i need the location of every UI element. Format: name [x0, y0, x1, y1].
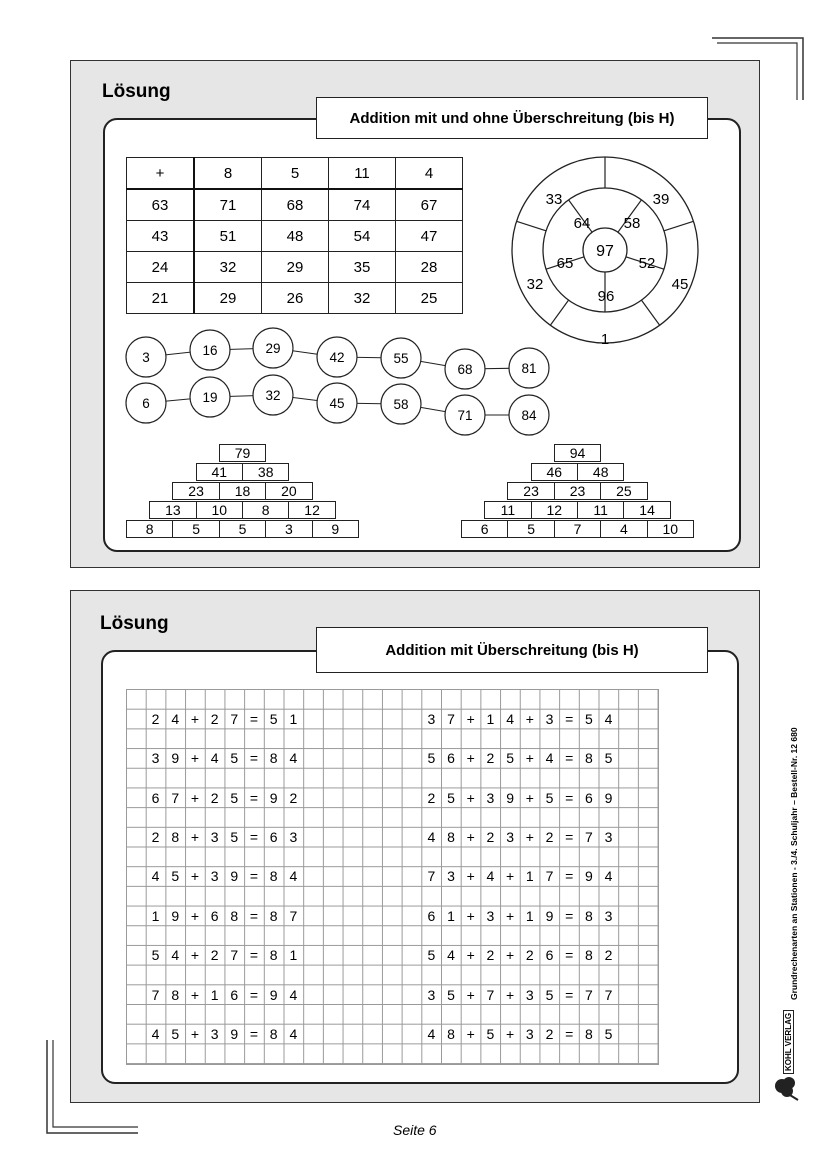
- pyramid-cell: 4: [600, 520, 647, 538]
- equation-char: 2: [151, 828, 160, 845]
- equation-char: 7: [427, 868, 436, 885]
- chain-value: 42: [329, 350, 345, 365]
- equation-char: =: [249, 868, 259, 885]
- equation-char: 3: [506, 828, 514, 845]
- equation-char: 7: [289, 907, 298, 924]
- equation-char: +: [506, 1025, 515, 1042]
- equation-char: +: [506, 868, 515, 885]
- table-cell: 71: [194, 189, 262, 221]
- pyramid-cell: 10: [196, 501, 243, 519]
- equation-char: 2: [210, 947, 219, 964]
- equation-char: =: [565, 947, 574, 964]
- equation-char: +: [466, 750, 475, 767]
- table-cell: 21: [127, 283, 195, 314]
- equation-char: +: [506, 947, 515, 964]
- equation-char: 8: [584, 947, 593, 964]
- publisher-tree-icon: [772, 1074, 802, 1104]
- equation-char: +: [466, 986, 475, 1003]
- pyramid-cell: 18: [219, 482, 266, 500]
- equation-char: 4: [210, 750, 219, 767]
- equation-char: 5: [171, 1025, 180, 1042]
- pyramid-cell: 11: [577, 501, 624, 519]
- equation-char: 4: [427, 828, 436, 845]
- equation-char: =: [249, 1025, 259, 1042]
- pyramid-cell: 12: [288, 501, 335, 519]
- publisher-name: KOHL VERLAG: [783, 1010, 794, 1074]
- equation-char: 6: [447, 750, 455, 767]
- equation-char: +: [190, 828, 199, 845]
- equation-char: 5: [506, 750, 514, 767]
- equation-char: 4: [171, 947, 180, 964]
- equation-char: +: [190, 907, 199, 924]
- equation-char: 4: [604, 710, 613, 727]
- equation-char: +: [190, 710, 199, 727]
- equation-row: [422, 789, 619, 809]
- equation-char: +: [466, 1025, 475, 1042]
- equation-char: 8: [584, 750, 593, 767]
- pyramid-cell: 13: [149, 501, 196, 519]
- table-cell: 63: [127, 189, 195, 221]
- equation-char: +: [525, 750, 534, 767]
- equation-char: 6: [269, 828, 278, 845]
- equation-char: 6: [545, 947, 554, 964]
- equation-char: =: [249, 947, 259, 964]
- equation-char: +: [190, 947, 199, 964]
- equation-char: 4: [427, 1025, 436, 1042]
- equation-char: +: [466, 789, 475, 806]
- equation-char: +: [525, 828, 534, 845]
- equation-char: =: [249, 828, 259, 845]
- equation-char: 3: [525, 1025, 534, 1042]
- wheel-inner-value: 52: [638, 255, 656, 272]
- equation-char: 1: [525, 868, 534, 885]
- equation-row: [146, 710, 304, 730]
- table-cell: 29: [262, 252, 329, 283]
- number-chains: [110, 320, 570, 440]
- chain-value: 32: [265, 388, 281, 403]
- equation-char: 5: [230, 828, 239, 845]
- equation-char: 2: [545, 828, 554, 845]
- equation-char: =: [249, 789, 259, 806]
- pyramid-cell: 11: [484, 501, 531, 519]
- equation-char: 8: [269, 750, 278, 767]
- equation-char: 4: [289, 868, 298, 885]
- equation-row: [146, 946, 304, 966]
- equation-char: 5: [604, 750, 613, 767]
- chain-value: 68: [457, 362, 473, 377]
- equation-char: 3: [604, 907, 613, 924]
- table-cell: 47: [396, 221, 463, 252]
- equation-char: 5: [230, 789, 239, 806]
- equation-char: 9: [269, 789, 278, 806]
- equation-char: 5: [171, 868, 180, 885]
- pyramid-cell: 20: [265, 482, 312, 500]
- table-row: [127, 189, 463, 221]
- equation-char: 9: [506, 789, 514, 806]
- table-cell: 74: [329, 189, 396, 221]
- equation-char: =: [565, 868, 574, 885]
- table-cell: 28: [396, 252, 463, 283]
- equation-char: 4: [289, 750, 298, 767]
- equation-char: 5: [486, 1025, 495, 1042]
- wheel-outer-value: 39: [652, 191, 670, 208]
- equation-char: +: [506, 907, 515, 924]
- table-cell: 25: [396, 283, 463, 314]
- chain-value: 45: [329, 396, 345, 411]
- addition-table: [126, 157, 463, 314]
- pyramid-cell: 7: [554, 520, 601, 538]
- wheel-outer-value: 33: [545, 191, 563, 208]
- equation-char: 9: [171, 750, 180, 767]
- table-cell: 26: [262, 283, 329, 314]
- equation-char: 5: [584, 710, 593, 727]
- equation-char: 2: [486, 947, 495, 964]
- equation-char: 2: [427, 789, 436, 806]
- pyramid-cell: 8: [242, 501, 289, 519]
- equation-char: 9: [171, 907, 180, 924]
- equation-row: [422, 710, 619, 730]
- side-order-text: Grundrechenarten an Stationen - 3./4. Schuljahr – Bestell-Nr. 12 680: [789, 727, 799, 1000]
- chain-value: 6: [142, 396, 150, 411]
- table-cell: 48: [262, 221, 329, 252]
- table-cell: 29: [194, 283, 262, 314]
- pyramid-cell: 25: [600, 482, 647, 500]
- equation-char: =: [565, 828, 574, 845]
- equation-char: 2: [151, 710, 160, 727]
- chain-value: 84: [521, 408, 537, 423]
- pyramid-cell: 46: [531, 463, 578, 481]
- equation-row: [422, 828, 619, 848]
- chain-value: 58: [393, 397, 409, 412]
- equation-char: 3: [427, 986, 436, 1003]
- equation-char: 7: [447, 710, 455, 727]
- equation-char: 6: [210, 907, 219, 924]
- equation-char: =: [565, 789, 574, 806]
- wheel-inner-value: 96: [597, 288, 615, 305]
- equation-char: +: [466, 907, 475, 924]
- equation-row: [146, 867, 304, 887]
- equation-row: [146, 1025, 304, 1045]
- equation-char: 4: [604, 868, 613, 885]
- equation-char: 3: [486, 907, 495, 924]
- pyramid-cell: 41: [196, 463, 243, 481]
- equation-char: 5: [230, 750, 239, 767]
- equation-char: 4: [151, 1025, 160, 1042]
- equation-char: =: [565, 907, 574, 924]
- equation-char: 9: [604, 789, 613, 806]
- equation-char: 5: [427, 750, 436, 767]
- wheel-inner-value: 58: [623, 215, 641, 232]
- equation-char: 3: [210, 828, 219, 845]
- pyramid-cell: 9: [312, 520, 359, 538]
- equation-char: 2: [545, 1025, 554, 1042]
- equation-char: +: [190, 789, 199, 806]
- table-cell: 4: [396, 158, 463, 190]
- equation-char: 1: [289, 710, 298, 727]
- equation-row: [422, 867, 619, 887]
- equation-char: 8: [584, 1025, 593, 1042]
- equation-char: =: [249, 710, 259, 727]
- equation-char: +: [190, 868, 199, 885]
- equation-char: 8: [584, 907, 593, 924]
- equation-char: 3: [210, 1025, 219, 1042]
- pyramid-cell: 38: [242, 463, 289, 481]
- equation-char: 7: [171, 789, 180, 806]
- equation-row: [422, 907, 619, 927]
- chain-value: 81: [521, 361, 537, 376]
- equation-char: 7: [584, 828, 593, 845]
- equation-char: +: [466, 947, 475, 964]
- equation-char: 8: [171, 828, 180, 845]
- chain-value: 16: [202, 343, 218, 358]
- table-cell: 54: [329, 221, 396, 252]
- equation-char: +: [190, 750, 199, 767]
- pyramid-cell: 12: [531, 501, 578, 519]
- equation-char: 3: [427, 710, 436, 727]
- pyramid-cell: 23: [507, 482, 554, 500]
- equation-char: 3: [486, 789, 495, 806]
- equation-char: 4: [289, 986, 298, 1003]
- equation-char: 6: [427, 907, 436, 924]
- chain-value: 3: [142, 350, 150, 365]
- table-cell: 5: [262, 158, 329, 190]
- equation-row: [146, 749, 304, 769]
- equation-char: +: [466, 868, 475, 885]
- equation-char: +: [506, 986, 515, 1003]
- equation-char: 1: [447, 907, 455, 924]
- equation-char: 7: [486, 986, 495, 1003]
- table-cell: 24: [127, 252, 195, 283]
- equation-char: 8: [230, 907, 239, 924]
- equation-char: 7: [230, 947, 239, 964]
- pyramid-cell: 94: [554, 444, 601, 462]
- card-1-title: Addition mit und ohne Überschreitung (bis H): [316, 97, 708, 139]
- equation-char: 3: [525, 986, 534, 1003]
- pyramid-cell: 48: [577, 463, 624, 481]
- equation-char: 2: [604, 947, 613, 964]
- equation-char: 2: [210, 789, 219, 806]
- chain-value: 71: [457, 408, 473, 423]
- equation-row: [146, 907, 304, 927]
- chain-value: 19: [202, 390, 218, 405]
- equation-char: 5: [427, 947, 436, 964]
- equation-row: [146, 986, 304, 1006]
- equation-char: 4: [486, 868, 495, 885]
- equation-char: =: [565, 710, 574, 727]
- table-cell: 43: [127, 221, 195, 252]
- equation-char: 1: [289, 947, 298, 964]
- equation-char: =: [565, 986, 574, 1003]
- equation-char: 2: [486, 828, 495, 845]
- equation-char: 7: [604, 986, 613, 1003]
- equation-char: 7: [230, 710, 239, 727]
- equation-char: 3: [289, 828, 298, 845]
- equation-char: =: [249, 986, 259, 1003]
- card-2-title: Addition mit Überschreitung (bis H): [316, 627, 708, 673]
- equation-char: 5: [447, 986, 455, 1003]
- wheel-outer-value: 45: [671, 276, 689, 293]
- card-2-heading: Lösung: [100, 613, 169, 634]
- equation-row: [422, 1025, 619, 1045]
- publisher-logo: [772, 1012, 802, 1104]
- chain-value: 55: [393, 351, 409, 366]
- table-cell: 68: [262, 189, 329, 221]
- equation-char: 4: [506, 710, 514, 727]
- equation-char: 6: [584, 789, 593, 806]
- pyramid-cell: 14: [623, 501, 670, 519]
- equation-char: 5: [269, 710, 278, 727]
- table-row: [127, 283, 463, 314]
- wheel-inner-value: 64: [573, 215, 591, 232]
- table-cell: 35: [329, 252, 396, 283]
- pyramid-cell: 10: [647, 520, 694, 538]
- equation-char: 5: [151, 947, 160, 964]
- table-row: [127, 221, 463, 252]
- equation-char: =: [565, 1025, 574, 1042]
- equation-char: 2: [486, 750, 495, 767]
- pyramid-cell: 8: [126, 520, 173, 538]
- equation-char: 7: [545, 868, 554, 885]
- equation-row: [422, 986, 619, 1006]
- wheel-center-value: 97: [596, 243, 614, 260]
- pyramid-cell: 23: [172, 482, 219, 500]
- equation-char: 9: [230, 1025, 239, 1042]
- equation-char: 1: [486, 710, 495, 727]
- chain-value: 29: [265, 341, 281, 356]
- pyramid-cell: 3: [265, 520, 312, 538]
- equation-char: 4: [447, 947, 455, 964]
- table-cell: 51: [194, 221, 262, 252]
- equation-char: 5: [447, 789, 455, 806]
- equation-char: 9: [584, 868, 593, 885]
- equation-row: [422, 749, 619, 769]
- equation-char: 9: [545, 907, 554, 924]
- equation-char: 2: [525, 947, 534, 964]
- wheel-inner-value: 65: [556, 255, 574, 272]
- equation-char: 3: [210, 868, 219, 885]
- equation-row: [146, 828, 304, 848]
- equation-char: 5: [545, 986, 554, 1003]
- equation-row: [422, 946, 619, 966]
- equation-char: 8: [269, 947, 278, 964]
- equation-char: +: [466, 828, 475, 845]
- equation-char: 4: [545, 750, 554, 767]
- equation-char: 9: [269, 986, 278, 1003]
- equation-char: 7: [584, 986, 593, 1003]
- equation-char: 5: [604, 1025, 613, 1042]
- table-cell: 67: [396, 189, 463, 221]
- table-row: [127, 252, 463, 283]
- table-cell: 32: [194, 252, 262, 283]
- wheel-outer-value: 1: [600, 331, 610, 348]
- equation-char: +: [525, 789, 534, 806]
- pyramid-cell: 79: [219, 444, 266, 462]
- equation-char: 1: [525, 907, 534, 924]
- equation-char: 5: [545, 789, 554, 806]
- pyramid-cell: 5: [507, 520, 554, 538]
- wheel-outer-value: 32: [526, 276, 544, 293]
- equation-char: =: [249, 907, 259, 924]
- graph-paper-grid: [126, 689, 659, 1065]
- table-cell: 32: [329, 283, 396, 314]
- card-1-heading: Lösung: [102, 81, 171, 102]
- equation-char: 8: [447, 828, 455, 845]
- pyramid-cell: 6: [461, 520, 508, 538]
- equation-row: [146, 789, 304, 809]
- table-cell: +: [127, 158, 195, 190]
- table-cell: 8: [194, 158, 262, 190]
- equation-char: 2: [210, 710, 219, 727]
- equation-char: +: [525, 710, 534, 727]
- equation-char: 8: [447, 1025, 455, 1042]
- equation-char: 1: [151, 907, 160, 924]
- equation-char: 6: [151, 789, 160, 806]
- equation-char: 4: [289, 1025, 298, 1042]
- equation-char: +: [466, 710, 475, 727]
- equation-char: 4: [171, 710, 180, 727]
- table-cell: 11: [329, 158, 396, 190]
- equation-char: 3: [151, 750, 160, 767]
- equation-char: 8: [171, 986, 180, 1003]
- equation-char: 9: [230, 868, 239, 885]
- equation-char: 1: [210, 986, 219, 1003]
- pyramid-cell: 23: [554, 482, 601, 500]
- equation-char: 7: [151, 986, 160, 1003]
- pyramid-cell: 5: [172, 520, 219, 538]
- equation-char: +: [190, 986, 199, 1003]
- equation-char: =: [249, 750, 259, 767]
- page-number: Seite 6: [393, 1122, 437, 1138]
- equation-char: =: [565, 750, 574, 767]
- table-header-row: [127, 158, 463, 190]
- equation-char: 2: [289, 789, 298, 806]
- equation-char: 8: [269, 907, 278, 924]
- equation-char: 3: [545, 710, 554, 727]
- equation-char: 3: [604, 828, 613, 845]
- equation-char: 3: [447, 868, 455, 885]
- pyramid-cell: 5: [219, 520, 266, 538]
- equation-char: +: [190, 1025, 199, 1042]
- equation-char: 8: [269, 868, 278, 885]
- equation-char: 6: [230, 986, 239, 1003]
- equation-char: 4: [151, 868, 160, 885]
- equation-char: 8: [269, 1025, 278, 1042]
